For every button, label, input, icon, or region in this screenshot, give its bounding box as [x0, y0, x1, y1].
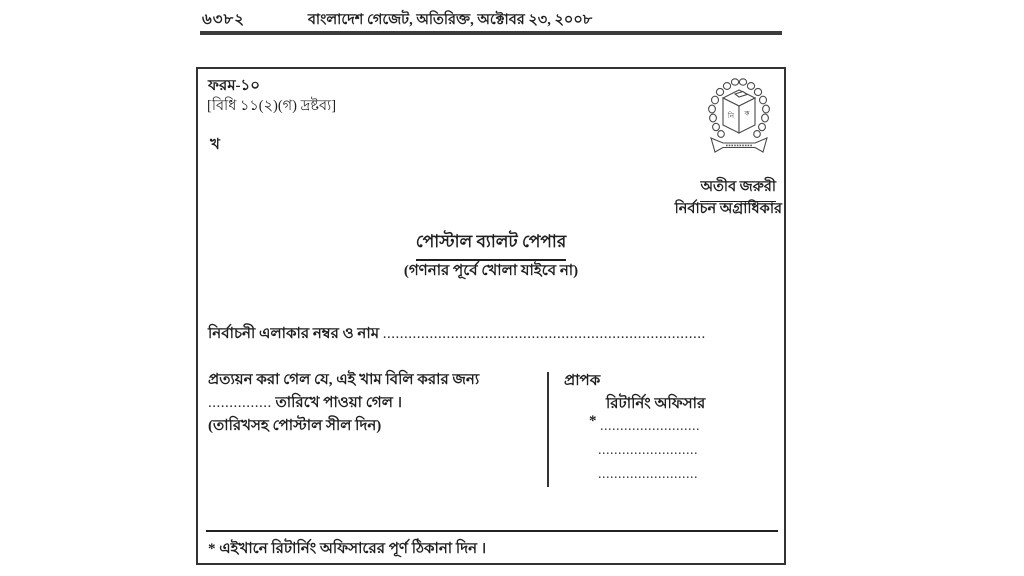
certification-date-dots: ............... [208, 395, 272, 411]
address-line: ......................... [598, 467, 698, 482]
header-double-rule [200, 31, 782, 35]
form-title [198, 229, 784, 261]
election-commission-emblem-icon [700, 77, 778, 167]
form-number: ফরম-১০ [208, 78, 261, 94]
footnote: * এইখানে রিটার্নিং অফিসারের পূর্ণ ঠিকানা দিন । [208, 541, 487, 557]
emblem-box-right-glyph: ক [744, 109, 750, 118]
form-subtitle: (গণনার পূর্বে খোলা যাইবে না) [403, 263, 579, 279]
certification-line3: (তারিখসহ পোস্টাল সীল দিন) [208, 418, 382, 434]
page-number: ৬৩৮২ [202, 12, 245, 28]
footnote-rule [206, 530, 778, 532]
certification-line2 [208, 391, 402, 416]
recipient-label: প্রাপক [564, 373, 601, 389]
emblem-box-left-glyph: নি [727, 112, 735, 120]
form-title-text: পোস্টাল ব্যালট পেপার [416, 229, 566, 261]
rule-reference: [বিধি ১১(২)(গ) দ্রষ্টব্য] [207, 98, 337, 114]
address-asterisk: * [589, 413, 597, 429]
certification-line1: প্রত্যয়ন করা গেল যে, এই খাম বিলি করার জন্য [208, 372, 480, 388]
priority-note: নির্বাচন অগ্রাধিকার [674, 201, 782, 217]
certification-line2-text: তারিখে পাওয়া গেল । [271, 395, 402, 411]
recipient-name: রিটার্নিং অফিসার [606, 396, 706, 412]
constituency-fill-dots: ............................................................................ [382, 326, 706, 342]
form-box [196, 67, 786, 565]
urgency-note-text: অতীব জরুরী [700, 176, 776, 202]
column-divider [547, 372, 549, 487]
constituency-label: নির্বাচনী এলাকার নম্বর ও নাম [208, 326, 380, 342]
address-line: ......................... [598, 443, 698, 458]
section-letter: খ [210, 137, 220, 153]
constituency-line [208, 322, 706, 347]
gazette-header-title: বাংলাদেশ গেজেট, অতিরিক্ত, অক্টোবর ২৩, ২০০৮ [307, 12, 593, 28]
address-line: ......................... [600, 419, 700, 434]
